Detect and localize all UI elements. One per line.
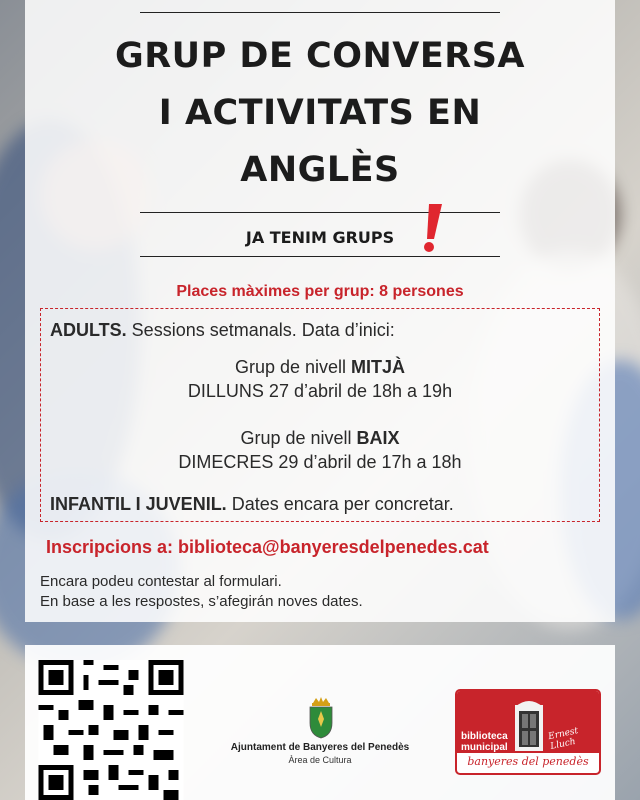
ajuntament-name: Ajuntament de Banyeres del Penedès [230, 742, 410, 753]
max-places-text: Places màximes per grup: 8 persones [176, 283, 464, 300]
ajuntament-shield-icon [304, 697, 338, 739]
group-schedule-2: DIMECRES 29 d’abril de 17h a 18h [178, 452, 462, 472]
group-1-level: MITJÀ [351, 357, 406, 377]
biblioteca-title [461, 731, 508, 753]
title-line-3: ANGLÈS [240, 150, 400, 190]
group-schedule-1: DILLUNS 27 d’abril de 18h a 19h [187, 381, 453, 401]
note-line-2: En base a les respostes, s’afegirán noves dates. [40, 593, 363, 610]
group-level-1 [40, 357, 600, 378]
group-2-level: BAIX [356, 428, 400, 448]
page-title [25, 28, 615, 199]
qr-code-icon[interactable] [38, 660, 184, 800]
library-building-icon [513, 695, 545, 751]
group-1-prefix: Grup de nivell [234, 357, 352, 377]
title-line-1: GRUP DE CONVERSA [114, 36, 526, 76]
area-cultura: Àrea de Cultura [288, 755, 352, 765]
adults-label: ADULTS. [50, 320, 127, 340]
biblioteca-town: banyeres del penedès [467, 755, 589, 768]
biblioteca-line-2: municipal [461, 742, 508, 753]
subtitle-bottom-divider [140, 256, 500, 257]
note-line-1: Encara podeu contestar al formulari. [40, 573, 282, 590]
subtitle: JA TENIM GRUPS [245, 228, 395, 247]
biblioteca-logo [455, 689, 601, 775]
infantil-label: INFANTIL I JUVENIL. [50, 494, 227, 514]
adults-line [50, 320, 395, 341]
top-divider [140, 12, 500, 13]
biblioteca-signature: Ernest Lluch [547, 726, 580, 752]
title-line-2: I ACTIVITATS EN [158, 93, 482, 133]
inscripcions-email[interactable]: Inscripcions a: biblioteca@banyeresdelpenedes.cat [46, 537, 489, 557]
biblioteca-line-1: biblioteca [461, 731, 508, 742]
infantil-text: Dates encara per concretar. [226, 494, 454, 514]
group-2-prefix: Grup de nivell [240, 428, 357, 448]
infantil-line [50, 494, 454, 515]
exclamation-icon [412, 202, 452, 254]
group-level-2 [40, 428, 600, 449]
adults-text: Sessions setmanals. Data d’inici: [126, 320, 395, 340]
